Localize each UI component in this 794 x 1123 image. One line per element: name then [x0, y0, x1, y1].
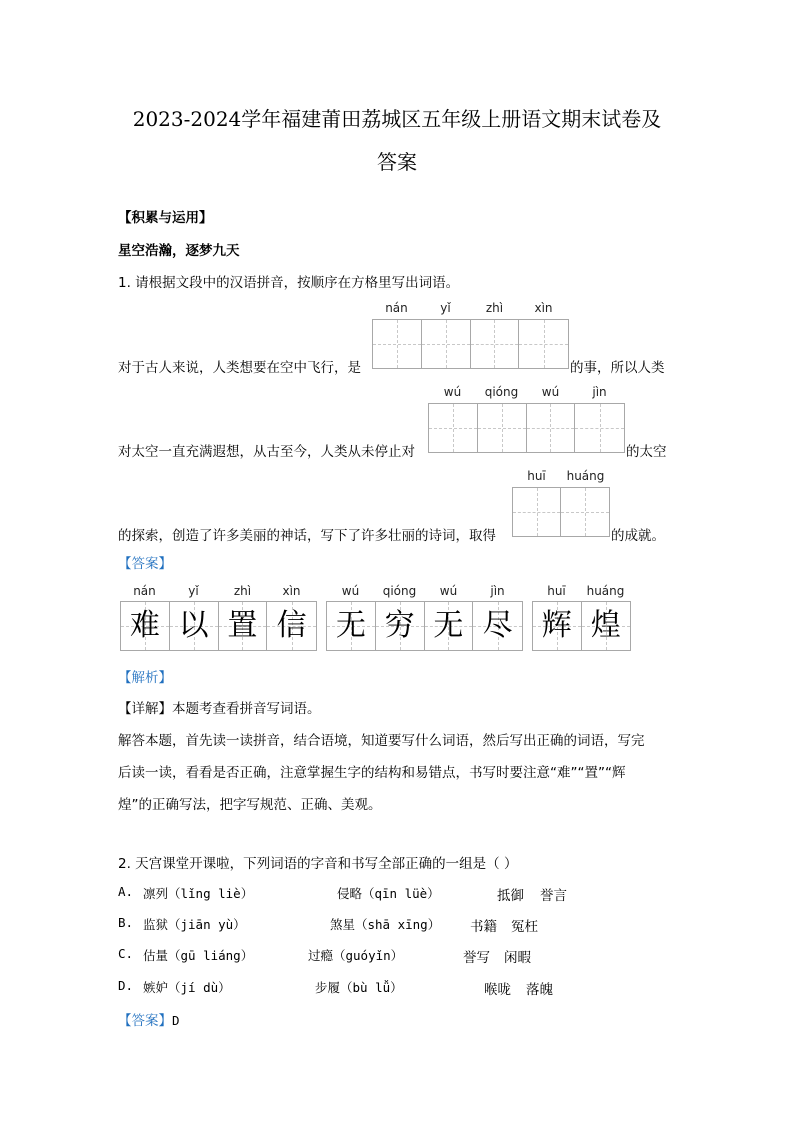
pinyin: yǐ [440, 301, 451, 315]
pinyin: nán [133, 584, 156, 598]
answer-label: 【答案】 [118, 556, 172, 572]
grid-cell[interactable] [513, 488, 561, 536]
pinyin: wú [439, 584, 458, 598]
explain-line-3: 煌”的正确写法，把字写规范、正确、美观。 [118, 797, 382, 813]
pinyin: huáng [586, 584, 625, 598]
answer-group-2-grid [326, 601, 523, 651]
answer-cell [121, 602, 170, 650]
answer-cell [376, 602, 425, 650]
grid-cell[interactable] [527, 404, 576, 452]
option-label: D. [118, 978, 134, 993]
pinyin: xìn [282, 584, 301, 598]
grid-cell[interactable] [422, 320, 471, 368]
answer-cell [219, 602, 268, 650]
pinyin: xìn [534, 301, 553, 315]
pinyin: huī [547, 584, 566, 598]
grid-cell[interactable] [429, 404, 478, 452]
answer-char: 尽 [482, 608, 513, 643]
answer-cell [533, 602, 582, 650]
option-word-3: 抵御 [497, 888, 524, 904]
answer-char: 穷 [384, 608, 415, 643]
analysis-label: 【解析】 [118, 670, 172, 686]
option-word-4: 落魄 [526, 982, 553, 998]
pinyin: yǐ [188, 584, 199, 598]
grid-cell[interactable] [575, 404, 624, 452]
option-word-2: 过瘾（guóyǐn） [308, 948, 404, 963]
answer-value: D [172, 1013, 180, 1028]
passage-line-2-before: 对太空一直充满遐想，从古至今，人类从未停止对 [118, 444, 415, 460]
question-2-prompt: 2. 天宫课堂开课啦，下列词语的字音和书写全部正确的一组是（ ） [118, 856, 518, 872]
passage-line-3-before: 的探索，创造了许多美丽的神话，写下了许多壮丽的诗词，取得 [118, 528, 496, 544]
option-word-1: 凛列（lǐng liè） [143, 886, 254, 901]
grid-cell[interactable] [478, 404, 527, 452]
answer-cell [267, 602, 316, 650]
option-word-4: 誉言 [540, 888, 567, 904]
subsection-heading: 星空浩瀚，逐梦九天 [118, 243, 240, 259]
blank-1-grid[interactable] [372, 319, 569, 369]
grid-cell[interactable] [373, 320, 422, 368]
answer-cell [425, 602, 474, 650]
option-word-1: 估量（gū liáng） [143, 948, 254, 963]
option-word-4: 闲暇 [504, 950, 531, 966]
option-label: C. [118, 946, 134, 961]
pinyin: huáng [566, 469, 605, 483]
option-word-1: 监狱（jiān yù） [143, 917, 246, 932]
answer-char: 无 [335, 608, 366, 643]
pinyin: qióng [382, 584, 417, 598]
option-label: B. [118, 915, 134, 930]
blank-2-pinyin [428, 385, 624, 399]
option-word-1: 嫉妒（jí dù） [143, 980, 231, 995]
pinyin: qióng [484, 385, 519, 399]
option-label: A. [118, 884, 134, 899]
grid-cell[interactable] [471, 320, 520, 368]
pinyin: wú [443, 385, 462, 399]
pinyin: huī [527, 469, 546, 483]
answer-group-1-grid [120, 601, 317, 651]
grid-cell[interactable] [561, 488, 609, 536]
grid-cell[interactable] [519, 320, 568, 368]
option-word-2: 步履（bù lǚ） [315, 980, 403, 995]
answer-char: 难 [129, 608, 160, 643]
pinyin: zhì [485, 301, 504, 315]
answer-group-3-pinyin [532, 584, 630, 598]
answer-char: 无 [433, 608, 464, 643]
pinyin: nán [385, 301, 408, 315]
passage-line-1-after: 的事，所以人类 [570, 360, 665, 376]
answer-group-1-pinyin [120, 584, 316, 598]
blank-2-grid[interactable] [428, 403, 625, 453]
answer-label: 【答案】 [118, 1013, 172, 1029]
passage-line-3-after: 的成就。 [611, 528, 665, 544]
option-word-2: 煞星（shā xīng） [330, 917, 441, 932]
answer-char: 煌 [590, 608, 621, 643]
answer-cell [582, 602, 631, 650]
document-title-line1: 2023-2024学年福建莆田荔城区五年级上册语文期末试卷及 [132, 107, 662, 131]
pinyin: zhì [233, 584, 252, 598]
answer-char: 以 [178, 608, 209, 643]
answer-char: 信 [276, 608, 307, 643]
option-word-3: 喉咙 [484, 982, 511, 998]
passage-line-2-after: 的太空 [626, 444, 667, 460]
blank-1-pinyin [372, 301, 568, 315]
question-2-answer [118, 1009, 180, 1029]
explain-line-2: 后读一读，看看是否正确，注意掌握生字的结构和易错点，书写时要注意“难”“置”“辉 [118, 765, 626, 781]
option-word-2: 侵略（qīn lüè） [337, 886, 440, 901]
blank-3-pinyin [512, 469, 610, 483]
pinyin: wú [341, 584, 360, 598]
answer-char: 辉 [541, 608, 572, 643]
answer-cell [473, 602, 522, 650]
pinyin: jìn [592, 385, 607, 399]
option-word-4: 冤枉 [511, 919, 538, 935]
pinyin: jìn [490, 584, 505, 598]
question-1-prompt: 1. 请根据文段中的汉语拼音，按顺序在方格里写出词语。 [118, 275, 460, 291]
blank-3-grid[interactable] [512, 487, 610, 537]
section-heading: 【积累与运用】 [118, 210, 213, 226]
document-title-line2: 答案 [377, 150, 417, 174]
option-word-3: 书籍 [470, 919, 497, 935]
pinyin: wú [541, 385, 560, 399]
option-word-3: 誉写 [463, 950, 490, 966]
explain-line-1: 解答本题，首先读一读拼音，结合语境，知道要写什么词语，然后写出正确的词语，写完 [118, 733, 645, 749]
answer-cell [170, 602, 219, 650]
passage-line-1-before: 对于古人来说，人类想要在空中飞行，是 [118, 360, 361, 376]
answer-group-2-pinyin [326, 584, 522, 598]
answer-cell [327, 602, 376, 650]
answer-char: 置 [227, 608, 258, 643]
detail-line: 【详解】本题考查看拼音写词语。 [118, 701, 321, 717]
answer-group-3-grid [532, 601, 631, 651]
